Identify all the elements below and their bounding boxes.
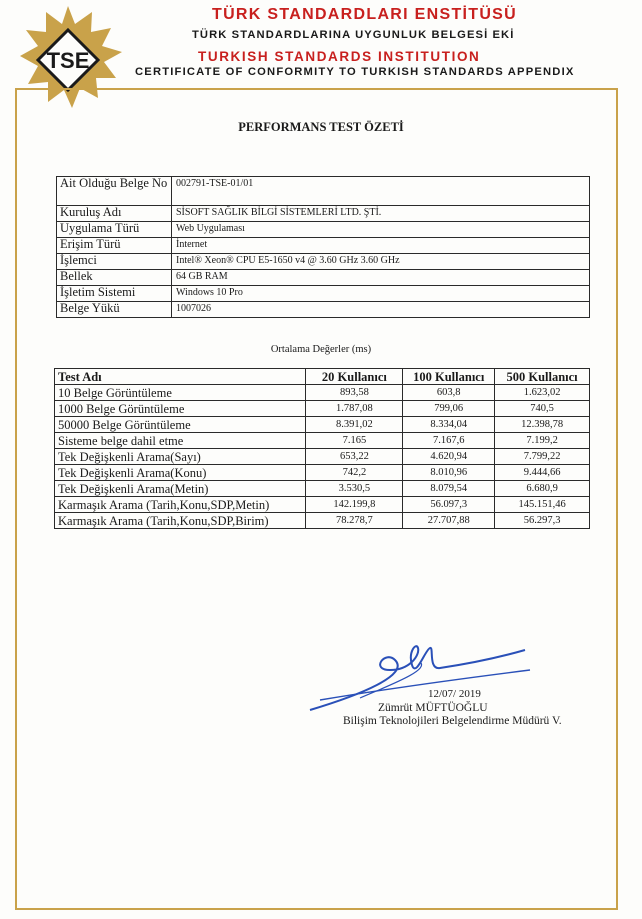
value-cell: 7.799,22 (495, 449, 590, 465)
test-name-cell: Sisteme belge dahil etme (55, 433, 306, 449)
info-value: Web Uygulaması (172, 222, 590, 238)
table-row (55, 513, 590, 529)
info-key: Bellek (57, 270, 172, 286)
value-cell: 78.278,7 (306, 513, 403, 529)
value-cell: 1.623,02 (495, 385, 590, 401)
value-cell: 142.199,8 (306, 497, 403, 513)
info-row (57, 222, 590, 238)
table-row (55, 465, 590, 481)
test-name-cell: Tek Değişkenli Arama(Sayı) (55, 449, 306, 465)
value-cell: 653,22 (306, 449, 403, 465)
info-row (57, 254, 590, 270)
table-row (55, 449, 590, 465)
table-row (55, 401, 590, 417)
value-cell: 12.398,78 (495, 417, 590, 433)
info-row (57, 302, 590, 318)
value-cell: 56.297,3 (495, 513, 590, 529)
value-cell: 8.079,54 (403, 481, 495, 497)
value-cell: 8.334,04 (403, 417, 495, 433)
value-cell: 8.010,96 (403, 465, 495, 481)
table-row (55, 385, 590, 401)
info-row (57, 206, 590, 222)
info-key: Kuruluş Adı (57, 206, 172, 222)
svg-text:TSE: TSE (46, 48, 90, 73)
test-name-cell: Karmaşık Arama (Tarih,Konu,SDP,Metin) (55, 497, 306, 513)
info-key: Erişim Türü (57, 238, 172, 254)
table-row (55, 481, 590, 497)
table-row (55, 497, 590, 513)
test-name-cell: Karmaşık Arama (Tarih,Konu,SDP,Birim) (55, 513, 306, 529)
value-cell: 56.097,3 (403, 497, 495, 513)
test-name-cell: 1000 Belge Görüntüleme (55, 401, 306, 417)
signer-role: Bilişim Teknolojileri Belgelendirme Müdürü V. (343, 715, 562, 727)
info-row (57, 286, 590, 302)
column-header: 20 Kullanıcı (306, 369, 403, 385)
performance-table (54, 368, 590, 529)
info-row (57, 238, 590, 254)
info-key: İşletim Sistemi (57, 286, 172, 302)
table-subtitle: Ortalama Değerler (ms) (270, 344, 372, 355)
info-value: Windows 10 Pro (172, 286, 590, 302)
test-name-cell: 50000 Belge Görüntüleme (55, 417, 306, 433)
info-value: SİSOFT SAĞLIK BİLGİ SİSTEMLERİ LTD. ŞTİ. (172, 206, 590, 222)
info-value: İnternet (172, 238, 590, 254)
info-value: 64 GB RAM (172, 270, 590, 286)
table-row (55, 417, 590, 433)
value-cell: 603,8 (403, 385, 495, 401)
value-cell: 7.165 (306, 433, 403, 449)
info-row (57, 270, 590, 286)
page-title: PERFORMANS TEST ÖZETİ (238, 120, 404, 134)
info-key: Belge Yükü (57, 302, 172, 318)
table-row (55, 433, 590, 449)
value-cell: 6.680,9 (495, 481, 590, 497)
info-key: İşlemci (57, 254, 172, 270)
value-cell: 7.199,2 (495, 433, 590, 449)
value-cell: 9.444,66 (495, 465, 590, 481)
signature-date: 12/07/ 2019 (428, 688, 481, 700)
info-key: Ait Olduğu Belge No (57, 177, 172, 206)
value-cell: 8.391,02 (306, 417, 403, 433)
value-cell: 799,06 (403, 401, 495, 417)
column-header: 500 Kullanıcı (495, 369, 590, 385)
info-value: Intel® Xeon® CPU E5-1650 v4 @ 3.60 GHz 3.60 GHz (172, 254, 590, 270)
value-cell: 4.620,94 (403, 449, 495, 465)
signer-name: Zümrüt MÜFTÜOĞLU (378, 702, 488, 714)
test-name-cell: Tek Değişkenli Arama(Metin) (55, 481, 306, 497)
cert-title-tr: TÜRK STANDARDLARINA UYGUNLUK BELGESİ EKİ (192, 29, 515, 41)
value-cell: 7.167,6 (403, 433, 495, 449)
org-name-en: TURKISH STANDARDS INSTITUTION (198, 49, 481, 64)
info-row (57, 177, 590, 206)
column-header: Test Adı (55, 369, 306, 385)
test-name-cell: 10 Belge Görüntüleme (55, 385, 306, 401)
info-table (56, 176, 590, 318)
value-cell: 3.530,5 (306, 481, 403, 497)
value-cell: 1.787,08 (306, 401, 403, 417)
value-cell: 27.707,88 (403, 513, 495, 529)
value-cell: 145.151,46 (495, 497, 590, 513)
value-cell: 742,2 (306, 465, 403, 481)
org-name-tr: TÜRK STANDARDLARI ENSTİTÜSÜ (212, 6, 518, 23)
value-cell: 740,5 (495, 401, 590, 417)
info-value: 1007026 (172, 302, 590, 318)
info-key: Uygulama Türü (57, 222, 172, 238)
info-value: 002791-TSE-01/01 (172, 177, 590, 206)
test-name-cell: Tek Değişkenli Arama(Konu) (55, 465, 306, 481)
value-cell: 893,58 (306, 385, 403, 401)
cert-title-en: CERTIFICATE OF CONFORMITY TO TURKISH STANDARDS APPENDIX (135, 66, 575, 78)
column-header: 100 Kullanıcı (403, 369, 495, 385)
